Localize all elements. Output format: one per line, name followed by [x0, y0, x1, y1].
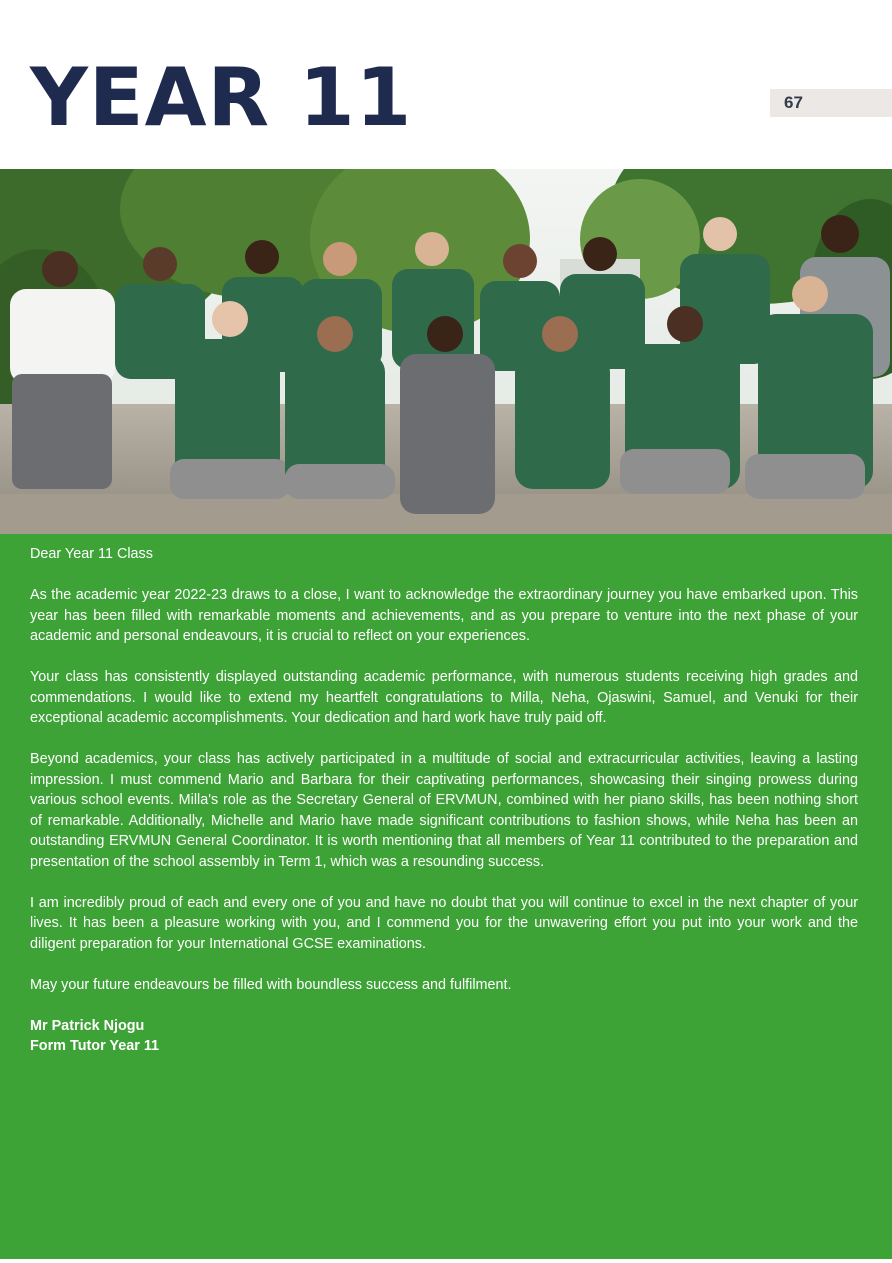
letter-paragraph-3: Beyond academics, your class has actively participated in a multitude of social and extracurricular activities, leaving a lasting impression. I must commend Mario and Barbara for their captivating performances, showcasing their singing prowess during various school events. Milla's role as the Secretary General of ERVMUN, combined with her piano skills, has been nothing short of remarkable. Additionally, Michelle and Mario have made significant contributions to fashion shows, while Neha has been an outstanding ERVMUN General Coordinator. It is worth mentioning that all members of Year 11 contributed to the preparation and presentation of the school assembly in Term 1, which was a resounding success.: [30, 751, 858, 870]
letter-paragraph-1: As the academic year 2022-23 draws to a close, I want to acknowledge the extraordinary journey you have embarked upon. This year has been filled with remarkable moments and achievements, and as you prepare to venture into the next phase of your academic and personal endeavours, it is crucial to reflect on your experiences.: [30, 587, 858, 644]
page-number: 67: [770, 89, 892, 117]
letter-paragraph-2: Your class has consistently displayed outstanding academic performance, with numerous students receiving high grades and commendations. I would like to extend my heartfelt congratulations to Milla, Neha, Ojaswini, Samuel, and Venuki for their exceptional academic accomplishments. Your dedication and hard work have truly paid off.: [30, 669, 858, 726]
signature-name: Mr Patrick Njogu: [30, 1017, 145, 1034]
signature-role: Form Tutor Year 11: [30, 1038, 160, 1054]
class-group-photo: [0, 169, 892, 534]
signature-block: [30, 1016, 858, 1057]
letter-paragraph-5: May your future endeavours be filled with boundless success and fulfilment.: [30, 976, 512, 993]
form-tutor-letter: [30, 544, 858, 1057]
letter-salutation: Dear Year 11 Class: [30, 546, 153, 562]
page-title: YEAR 11: [30, 51, 413, 144]
letter-paragraph-4: I am incredibly proud of each and every one of you and have no doubt that you will continue to excel in the next chapter of your lives. It has been a pleasure working with you, and I commend you for the unwavering effort you put into your work and the diligent preparation for your International GCSE examinations.: [30, 894, 858, 952]
